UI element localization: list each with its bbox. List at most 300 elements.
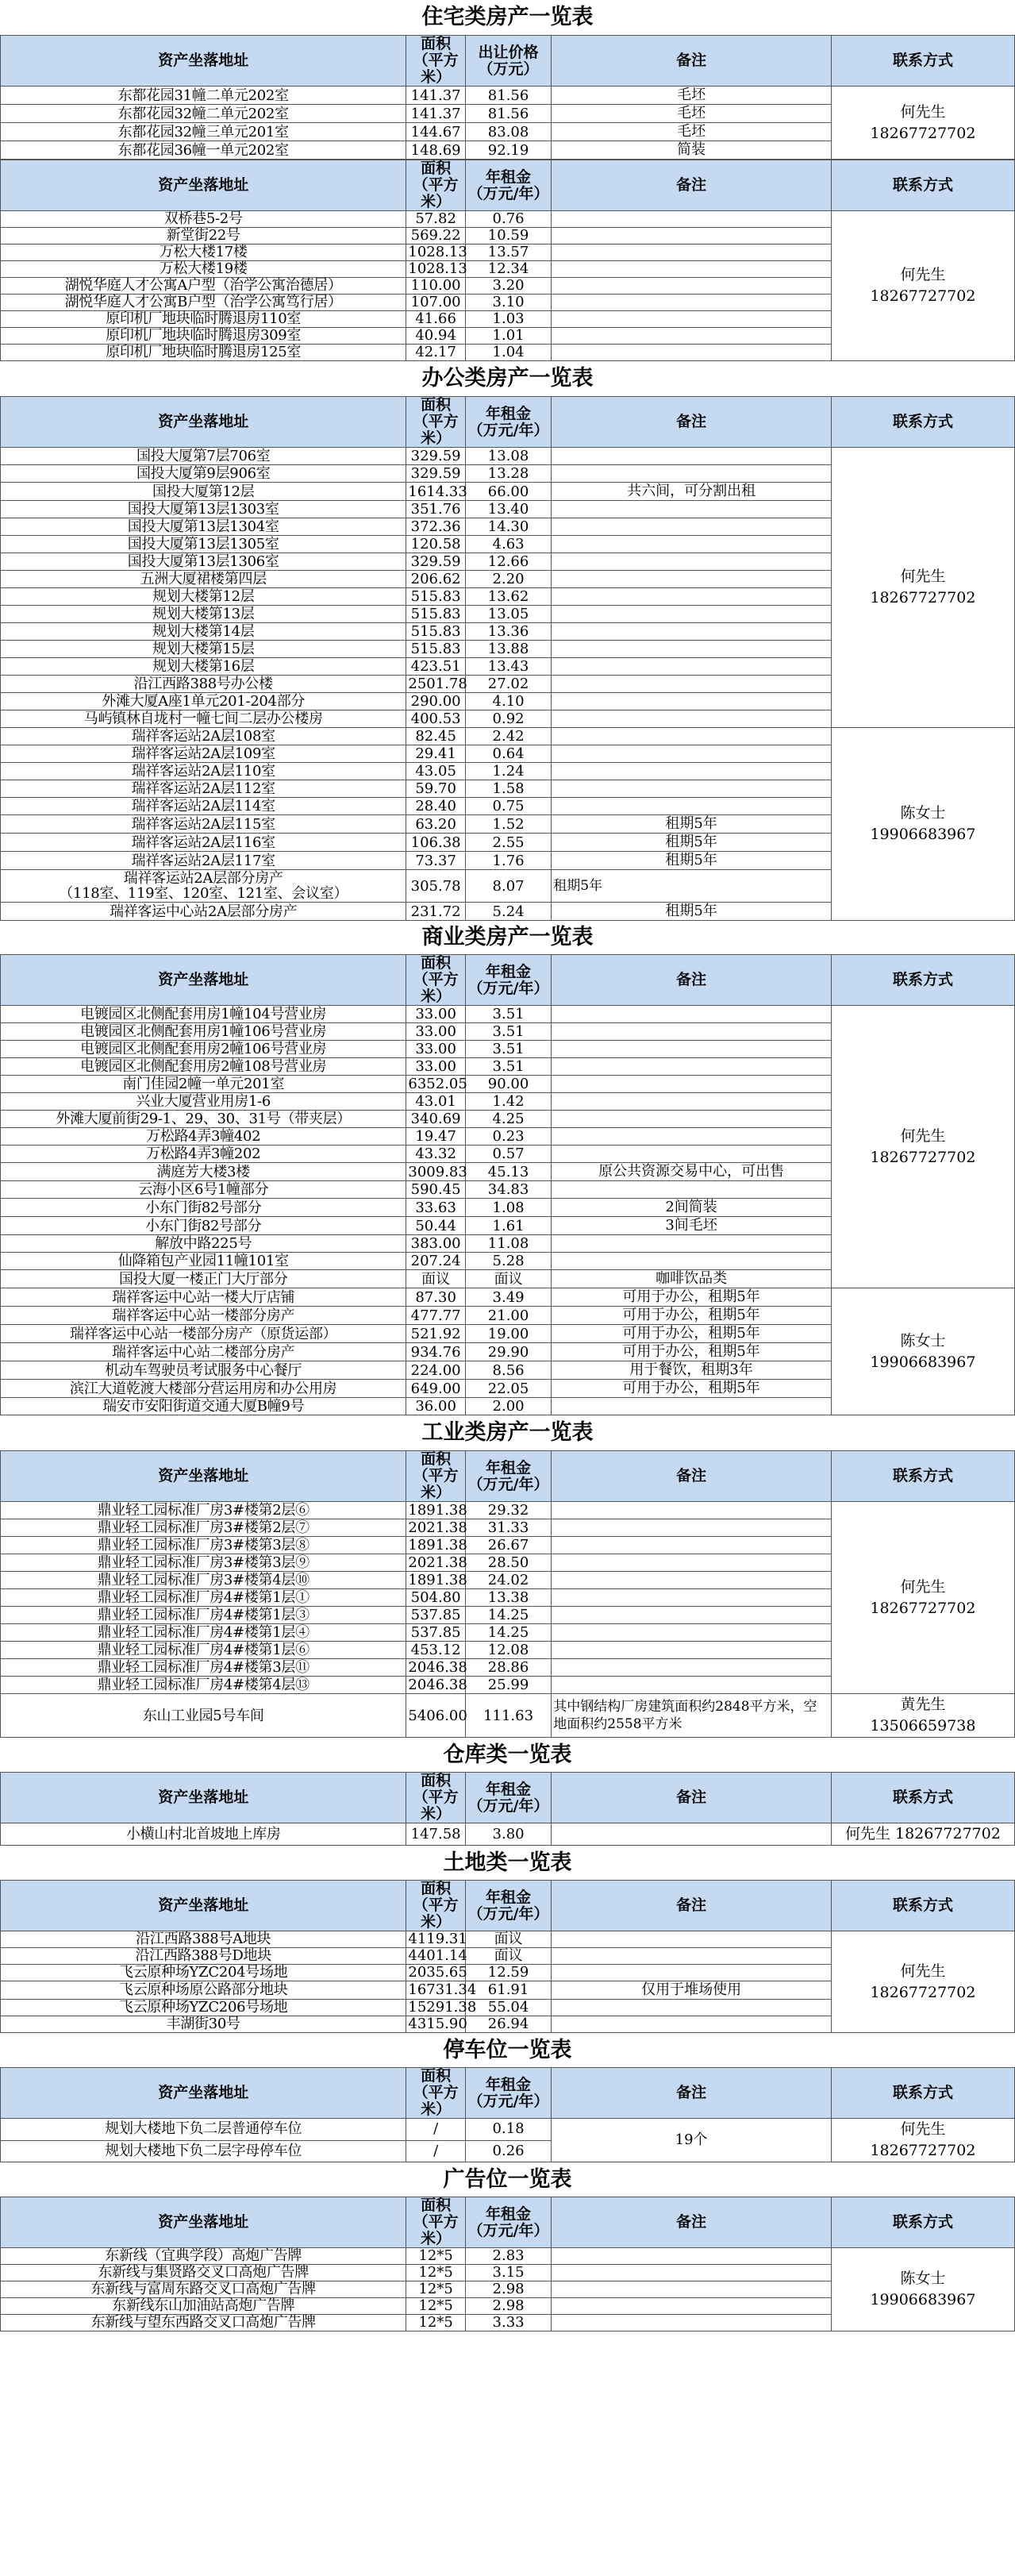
- header-area-line2: （平方米）: [413, 2084, 459, 2118]
- asset-area: 6352.05: [406, 1076, 465, 1093]
- asset-address: 瑞祥客运站2A层109室: [1, 745, 406, 763]
- header-address: 资产坐落地址: [1, 2068, 406, 2119]
- asset-rent: 3.80: [465, 1823, 551, 1846]
- asset-note: 原公共资源交易中心，可出售: [552, 1163, 832, 1181]
- asset-area: 537.85: [406, 1624, 465, 1642]
- asset-note: [552, 1235, 832, 1253]
- asset-address: 国投大厦第12层: [1, 483, 406, 501]
- header-address: 资产坐落地址: [1, 36, 406, 87]
- asset-rent: 29.32: [465, 1502, 551, 1519]
- table-row: [1, 1288, 1015, 1307]
- asset-area: 147.58: [406, 1823, 465, 1846]
- asset-rent: 2.00: [465, 1398, 551, 1415]
- asset-table: [0, 1772, 1015, 1846]
- asset-area: 12*5: [406, 2298, 465, 2315]
- asset-note: [552, 728, 832, 745]
- asset-note: [552, 1128, 832, 1146]
- asset-area: 110.00: [406, 278, 465, 295]
- asset-rent: 0.57: [465, 1146, 551, 1163]
- asset-note: [552, 1931, 832, 1948]
- header-contact: 联系方式: [831, 1773, 1014, 1823]
- asset-address: 马屿镇林自垅村一幢七间二层办公楼房: [1, 710, 406, 728]
- asset-address: 万松路4弄3幢202: [1, 1146, 406, 1163]
- asset-address: 规划大楼地下负二层字母停车位: [1, 2140, 406, 2162]
- header-area: [406, 1881, 465, 1931]
- asset-address: 东新线（宜典学段）高炮广告牌: [1, 2248, 406, 2265]
- asset-note: [552, 745, 832, 763]
- asset-address: 电镀园区北侧配套用房2幢106号营业房: [1, 1041, 406, 1058]
- asset-note: 用于餐饮，租期3年: [552, 1361, 832, 1380]
- asset-address: 南门佳园2幢一单元201室: [1, 1076, 406, 1093]
- asset-address: 沿江西路388号办公楼: [1, 676, 406, 693]
- asset-address: 东都花园31幢二单元202室: [1, 87, 406, 105]
- asset-address: 兴业大厦营业用房1-6: [1, 1093, 406, 1111]
- asset-area: 2501.78: [406, 676, 465, 693]
- asset-note: [552, 553, 832, 571]
- header-area-line1: 面积: [421, 2197, 452, 2214]
- contact-info: 何先生 18267727702: [831, 1823, 1014, 1846]
- table-header-row: [1, 160, 1015, 211]
- asset-address: 万松大楼17楼: [1, 245, 406, 261]
- header-note: 备注: [552, 955, 832, 1006]
- asset-note: [552, 261, 832, 278]
- asset-rent: 111.63: [465, 1694, 551, 1738]
- asset-rent: 0.23: [465, 1128, 551, 1146]
- header-price-line2: （万元）: [478, 60, 539, 78]
- asset-address: 瑞安市安阳街道交通大厦B幢9号: [1, 1398, 406, 1415]
- asset-area: 73.37: [406, 852, 465, 870]
- asset-price: 81.56: [465, 105, 551, 123]
- asset-area: 453.12: [406, 1642, 465, 1659]
- asset-address: 瑞祥客运站2A层110室: [1, 763, 406, 780]
- asset-note: [552, 518, 832, 536]
- asset-note: [552, 710, 832, 728]
- asset-area: 1891.38: [406, 1537, 465, 1554]
- asset-area: 290.00: [406, 693, 465, 710]
- header-area-line2: （平方米）: [413, 971, 459, 1005]
- header-rent-line1: 年租金: [486, 404, 532, 422]
- asset-area: 934.76: [406, 1343, 465, 1361]
- table-header-row: [1, 1451, 1015, 1502]
- table-header-row: [1, 955, 1015, 1006]
- header-rent-line2: （万元/年）: [467, 2221, 549, 2239]
- asset-address: 湖悦华庭人才公寓A户型（治学公寓治德居）: [1, 278, 406, 295]
- header-rent: [465, 2197, 551, 2248]
- contact-info: 何先生 18267727702: [831, 448, 1014, 728]
- header-area-line2: （平方米）: [413, 52, 459, 86]
- asset-address: 国投大厦第9层906室: [1, 465, 406, 483]
- asset-table: [0, 2067, 1015, 2162]
- section-title: 商业类房产一览表: [421, 925, 594, 949]
- asset-address: 万松路4弄3幢402: [1, 1128, 406, 1146]
- asset-address: 沿江西路388号D地块: [1, 1948, 406, 1965]
- asset-rent: 5.24: [465, 903, 551, 921]
- asset-address: 鼎业轻工园标准厂房4#楼第3层⑪: [1, 1659, 406, 1677]
- asset-rent: 4.10: [465, 693, 551, 710]
- asset-area: 107.00: [406, 295, 465, 311]
- asset-note: [552, 1823, 832, 1846]
- asset-area: 82.45: [406, 728, 465, 745]
- asset-address: 原印机厂地块临时腾退房309室: [1, 328, 406, 345]
- asset-rent: 13.43: [465, 658, 551, 676]
- asset-rent: 4.63: [465, 536, 551, 553]
- asset-address: 瑞祥客运中心站二楼部分房产: [1, 1343, 406, 1361]
- header-rent-line1: 年租金: [486, 962, 532, 980]
- asset-rent: 1.01: [465, 328, 551, 345]
- header-area: [406, 955, 465, 1006]
- asset-note: [552, 1398, 832, 1415]
- asset-rent: 13.62: [465, 588, 551, 606]
- section-title: 停车位一览表: [443, 2038, 572, 2062]
- asset-rent: 2.98: [465, 2281, 551, 2298]
- header-rent-line2: （万元/年）: [467, 2092, 549, 2110]
- asset-address: 规划大楼地下负二层普通停车位: [1, 2119, 406, 2141]
- asset-rent: 19.00: [465, 1325, 551, 1343]
- asset-address: 瑞祥客运中心站一楼部分房产（原货运部）: [1, 1325, 406, 1343]
- header-area: [406, 2197, 465, 2248]
- asset-rent: 13.40: [465, 501, 551, 518]
- asset-address: 鼎业轻工园标准厂房4#楼第1层①: [1, 1589, 406, 1607]
- table-header-row: [1, 36, 1015, 87]
- asset-address: 滨江大道乾渡大楼部分营运用房和办公用房: [1, 1380, 406, 1398]
- asset-note: [552, 2248, 832, 2265]
- table-row: [1, 448, 1015, 465]
- asset-note: [552, 245, 832, 261]
- asset-rent: 10.59: [465, 228, 551, 245]
- asset-rent: 34.83: [465, 1181, 551, 1199]
- header-area-line1: 面积: [421, 1772, 452, 1789]
- table-header-row: [1, 2068, 1015, 2119]
- asset-rent: 13.28: [465, 465, 551, 483]
- contact-info: 何先生 18267727702: [831, 211, 1014, 361]
- asset-area: 515.83: [406, 641, 465, 658]
- asset-area: 59.70: [406, 780, 465, 798]
- asset-address: 国投大厦第7层706室: [1, 448, 406, 465]
- asset-note: [552, 571, 832, 588]
- asset-rent: 1.03: [465, 311, 551, 328]
- asset-area: 36.00: [406, 1398, 465, 1415]
- asset-address: 电镀园区北侧配套用房1幢106号营业房: [1, 1023, 406, 1041]
- header-area-line1: 面积: [421, 1450, 452, 1468]
- asset-area: 2035.65: [406, 1965, 465, 1981]
- asset-note: [552, 763, 832, 780]
- asset-rent: 0.92: [465, 710, 551, 728]
- asset-area: 141.37: [406, 87, 465, 105]
- asset-area: 面议: [406, 1270, 465, 1288]
- asset-note: [552, 623, 832, 641]
- asset-rent: 12.66: [465, 553, 551, 571]
- asset-rent: 3.33: [465, 2315, 551, 2331]
- asset-price: 83.08: [465, 123, 551, 141]
- asset-area: 569.22: [406, 228, 465, 245]
- header-contact: 联系方式: [831, 2197, 1014, 2248]
- asset-rent: 1.08: [465, 1199, 551, 1217]
- asset-note: 2间简装: [552, 1199, 832, 1217]
- asset-area: 12*5: [406, 2281, 465, 2298]
- asset-address: 解放中路225号: [1, 1235, 406, 1253]
- asset-rent: 31.33: [465, 1519, 551, 1537]
- asset-area: 515.83: [406, 588, 465, 606]
- header-rent: [465, 1451, 551, 1502]
- asset-address: 瑞祥客运站2A层112室: [1, 780, 406, 798]
- asset-address: 五洲大厦裙楼第四层: [1, 571, 406, 588]
- asset-rent: 13.88: [465, 641, 551, 658]
- table-row: [1, 1931, 1015, 1948]
- asset-area: 1028.13: [406, 261, 465, 278]
- header-note: 备注: [552, 2197, 832, 2248]
- header-area-line2: （平方米）: [413, 413, 459, 447]
- asset-table: [0, 396, 1015, 921]
- asset-note: [552, 295, 832, 311]
- asset-area: /: [406, 2140, 465, 2162]
- header-note: 备注: [552, 36, 832, 87]
- asset-area: 148.69: [406, 141, 465, 160]
- asset-note: [552, 501, 832, 518]
- header-rent-line2: （万元/年）: [467, 1904, 549, 1923]
- table-row: [1, 1694, 1015, 1738]
- asset-address: 瑞祥客运站2A层117室: [1, 852, 406, 870]
- asset-note: [552, 328, 832, 345]
- header-contact: 联系方式: [831, 2068, 1014, 2119]
- asset-note: 可用于办公，租期5年: [552, 1325, 832, 1343]
- asset-note: [552, 2265, 832, 2281]
- header-rent-line2: （万元/年）: [467, 1475, 549, 1493]
- asset-rent: 66.00: [465, 483, 551, 501]
- asset-rent: 3.51: [465, 1041, 551, 1058]
- asset-note: [552, 1519, 832, 1537]
- header-contact: 联系方式: [831, 955, 1014, 1006]
- asset-address: 外滩大厦A座1单元201-204部分: [1, 693, 406, 710]
- asset-table: [0, 954, 1015, 1415]
- header-rent-line1: 年租金: [486, 2075, 532, 2093]
- asset-note: [552, 1624, 832, 1642]
- contact-info: 陈女士 19906683967: [831, 1288, 1014, 1415]
- contact-info: 何先生 18267727702: [831, 87, 1014, 160]
- asset-area: 16731.34: [406, 1981, 465, 2000]
- asset-rent: 1.58: [465, 780, 551, 798]
- asset-note: [552, 1253, 832, 1270]
- asset-area: 144.67: [406, 123, 465, 141]
- asset-area: 224.00: [406, 1361, 465, 1380]
- asset-area: 423.51: [406, 658, 465, 676]
- asset-area: 33.00: [406, 1023, 465, 1041]
- header-area: [406, 160, 465, 211]
- asset-rent: 22.05: [465, 1380, 551, 1398]
- asset-area: 515.83: [406, 606, 465, 623]
- asset-address: 原印机厂地块临时腾退房110室: [1, 311, 406, 328]
- asset-rent: 14.30: [465, 518, 551, 536]
- asset-area: 351.76: [406, 501, 465, 518]
- asset-address: 瑞祥客运站2A层115室: [1, 815, 406, 834]
- header-rent-line2: （万元/年）: [467, 979, 549, 997]
- asset-address: 电镀园区北侧配套用房2幢108号营业房: [1, 1058, 406, 1076]
- asset-area: 231.72: [406, 903, 465, 921]
- header-address: 资产坐落地址: [1, 955, 406, 1006]
- asset-rent: 13.57: [465, 245, 551, 261]
- asset-note: 租期5年: [552, 834, 832, 852]
- asset-rent: 14.25: [465, 1607, 551, 1624]
- asset-rent: 0.76: [465, 211, 551, 228]
- header-area: [406, 1451, 465, 1502]
- asset-note: [552, 345, 832, 361]
- asset-note: 租期5年: [552, 870, 832, 903]
- asset-address: 小东门街82号部分: [1, 1199, 406, 1217]
- asset-note: [552, 1041, 832, 1058]
- asset-address: 规划大楼第13层: [1, 606, 406, 623]
- asset-area: 504.80: [406, 1589, 465, 1607]
- section-title: 广告位一览表: [443, 2167, 572, 2192]
- asset-note: [552, 1607, 832, 1624]
- asset-rent: 2.42: [465, 728, 551, 745]
- asset-address: 仙降箱包产业园11幢101室: [1, 1253, 406, 1270]
- asset-area: 28.40: [406, 798, 465, 815]
- asset-area: 41.66: [406, 311, 465, 328]
- asset-address: 瑞祥客运站2A层116室: [1, 834, 406, 852]
- asset-note: [552, 211, 832, 228]
- asset-rent: 面议: [465, 1948, 551, 1965]
- asset-rent: 90.00: [465, 1076, 551, 1093]
- header-rent-line1: 年租金: [486, 1780, 532, 1798]
- table-header-row: [1, 2197, 1015, 2248]
- asset-area: 1891.38: [406, 1502, 465, 1519]
- asset-area: 1028.13: [406, 245, 465, 261]
- header-contact: 联系方式: [831, 1881, 1014, 1931]
- asset-address: 国投大厦第13层1304室: [1, 518, 406, 536]
- asset-note: [552, 780, 832, 798]
- contact-info: 何先生 18267727702: [831, 1006, 1014, 1288]
- asset-rent: 1.61: [465, 1217, 551, 1235]
- asset-note: [552, 641, 832, 658]
- header-area-line2: （平方米）: [413, 1896, 459, 1931]
- asset-rent: 2.20: [465, 571, 551, 588]
- asset-table: [0, 1450, 1015, 1738]
- asset-area: 12*5: [406, 2265, 465, 2281]
- asset-address: 规划大楼第12层: [1, 588, 406, 606]
- asset-rent: 55.04: [465, 2000, 551, 2016]
- asset-rent: 0.26: [465, 2140, 551, 2162]
- asset-note: [552, 1572, 832, 1589]
- asset-table: [0, 1880, 1015, 2033]
- table-row: [1, 728, 1015, 745]
- table-row: [1, 1502, 1015, 1519]
- asset-area: 2021.38: [406, 1554, 465, 1572]
- asset-rent: 3.51: [465, 1023, 551, 1041]
- header-note: 备注: [552, 397, 832, 448]
- asset-address: 鼎业轻工园标准厂房3#楼第2层⑥: [1, 1502, 406, 1519]
- asset-address: 外滩大厦前街29-1、29、30、31号（带夹层）: [1, 1111, 406, 1128]
- header-rent-line1: 年租金: [486, 167, 532, 186]
- asset-area: /: [406, 2119, 465, 2141]
- asset-address: 鼎业轻工园标准厂房3#楼第4层⑩: [1, 1572, 406, 1589]
- header-rent: [465, 397, 551, 448]
- asset-address: 瑞祥客运站2A层部分房产 （118室、119室、120室、121室、会议室）: [1, 870, 406, 903]
- asset-note: [552, 2000, 832, 2016]
- asset-rent: 3.20: [465, 278, 551, 295]
- header-price-line1: 出让价格: [478, 43, 539, 61]
- header-address: 资产坐落地址: [1, 1773, 406, 1823]
- asset-address: 鼎业轻工园标准厂房4#楼第4层⑬: [1, 1677, 406, 1694]
- asset-address: 云海小区6号1幢部分: [1, 1181, 406, 1199]
- asset-address: 鼎业轻工园标准厂房3#楼第3层⑨: [1, 1554, 406, 1572]
- asset-address: 东新线与集贤路交叉口高炮广告牌: [1, 2265, 406, 2281]
- header-note: 备注: [552, 1881, 832, 1931]
- table-header-row: [1, 1881, 1015, 1931]
- asset-note: [552, 1965, 832, 1981]
- asset-address: 新堂街22号: [1, 228, 406, 245]
- header-contact: 联系方式: [831, 397, 1014, 448]
- asset-note: [552, 1948, 832, 1965]
- asset-note: [552, 1093, 832, 1111]
- header-area: [406, 2068, 465, 2119]
- asset-area: 2046.38: [406, 1659, 465, 1677]
- header-note: 备注: [552, 1451, 832, 1502]
- asset-rent: 12.34: [465, 261, 551, 278]
- header-area-line1: 面积: [421, 35, 452, 52]
- asset-note: [552, 311, 832, 328]
- asset-address: 小东门街82号部分: [1, 1217, 406, 1235]
- asset-note: [552, 465, 832, 483]
- asset-rent: 3.10: [465, 295, 551, 311]
- asset-area: 305.78: [406, 870, 465, 903]
- asset-rent: 1.76: [465, 852, 551, 870]
- table-header-row: [1, 1773, 1015, 1823]
- asset-address: 东都花园36幢一单元202室: [1, 141, 406, 160]
- asset-address: 飞云原种场原公路部分地块: [1, 1981, 406, 2000]
- asset-table: [0, 35, 1015, 160]
- asset-price: 92.19: [465, 141, 551, 160]
- asset-address: 飞云原种场YZC204号场地: [1, 1965, 406, 1981]
- asset-area: 29.41: [406, 745, 465, 763]
- asset-area: 87.30: [406, 1288, 465, 1307]
- asset-area: 1891.38: [406, 1572, 465, 1589]
- asset-note: [552, 693, 832, 710]
- asset-address: 机动车驾驶员考试服务中心餐厅: [1, 1361, 406, 1380]
- asset-area: 383.00: [406, 1235, 465, 1253]
- asset-note: [552, 2298, 832, 2315]
- header-rent-line1: 年租金: [486, 1458, 532, 1477]
- asset-note: [552, 2016, 832, 2033]
- asset-note: 租期5年: [552, 852, 832, 870]
- asset-note: [552, 798, 832, 815]
- asset-area: 2046.38: [406, 1677, 465, 1694]
- asset-rent: 面议: [465, 1270, 551, 1288]
- asset-note: [552, 588, 832, 606]
- asset-note: [552, 2315, 832, 2331]
- header-address: 资产坐落地址: [1, 160, 406, 211]
- asset-area: 3009.83: [406, 1163, 465, 1181]
- asset-note: [552, 676, 832, 693]
- asset-rent: 2.98: [465, 2298, 551, 2315]
- header-area-line1: 面积: [421, 160, 452, 177]
- contact-info: 何先生 18267727702: [831, 2119, 1014, 2162]
- asset-rent: 12.08: [465, 1642, 551, 1659]
- asset-area: 19.47: [406, 1128, 465, 1146]
- asset-rent: 1.52: [465, 815, 551, 834]
- asset-rent: 1.04: [465, 345, 551, 361]
- asset-rent: 1.42: [465, 1093, 551, 1111]
- asset-area: 33.00: [406, 1006, 465, 1023]
- header-note: 备注: [552, 1773, 832, 1823]
- asset-note: [552, 1659, 832, 1677]
- header-area-line2: （平方米）: [413, 1467, 459, 1501]
- header-rent: [465, 2068, 551, 2119]
- header-area: [406, 397, 465, 448]
- asset-area: 207.24: [406, 1253, 465, 1270]
- asset-area: 4119.31: [406, 1931, 465, 1948]
- asset-rent: 13.38: [465, 1589, 551, 1607]
- asset-rent: 24.02: [465, 1572, 551, 1589]
- header-address: 资产坐落地址: [1, 1881, 406, 1931]
